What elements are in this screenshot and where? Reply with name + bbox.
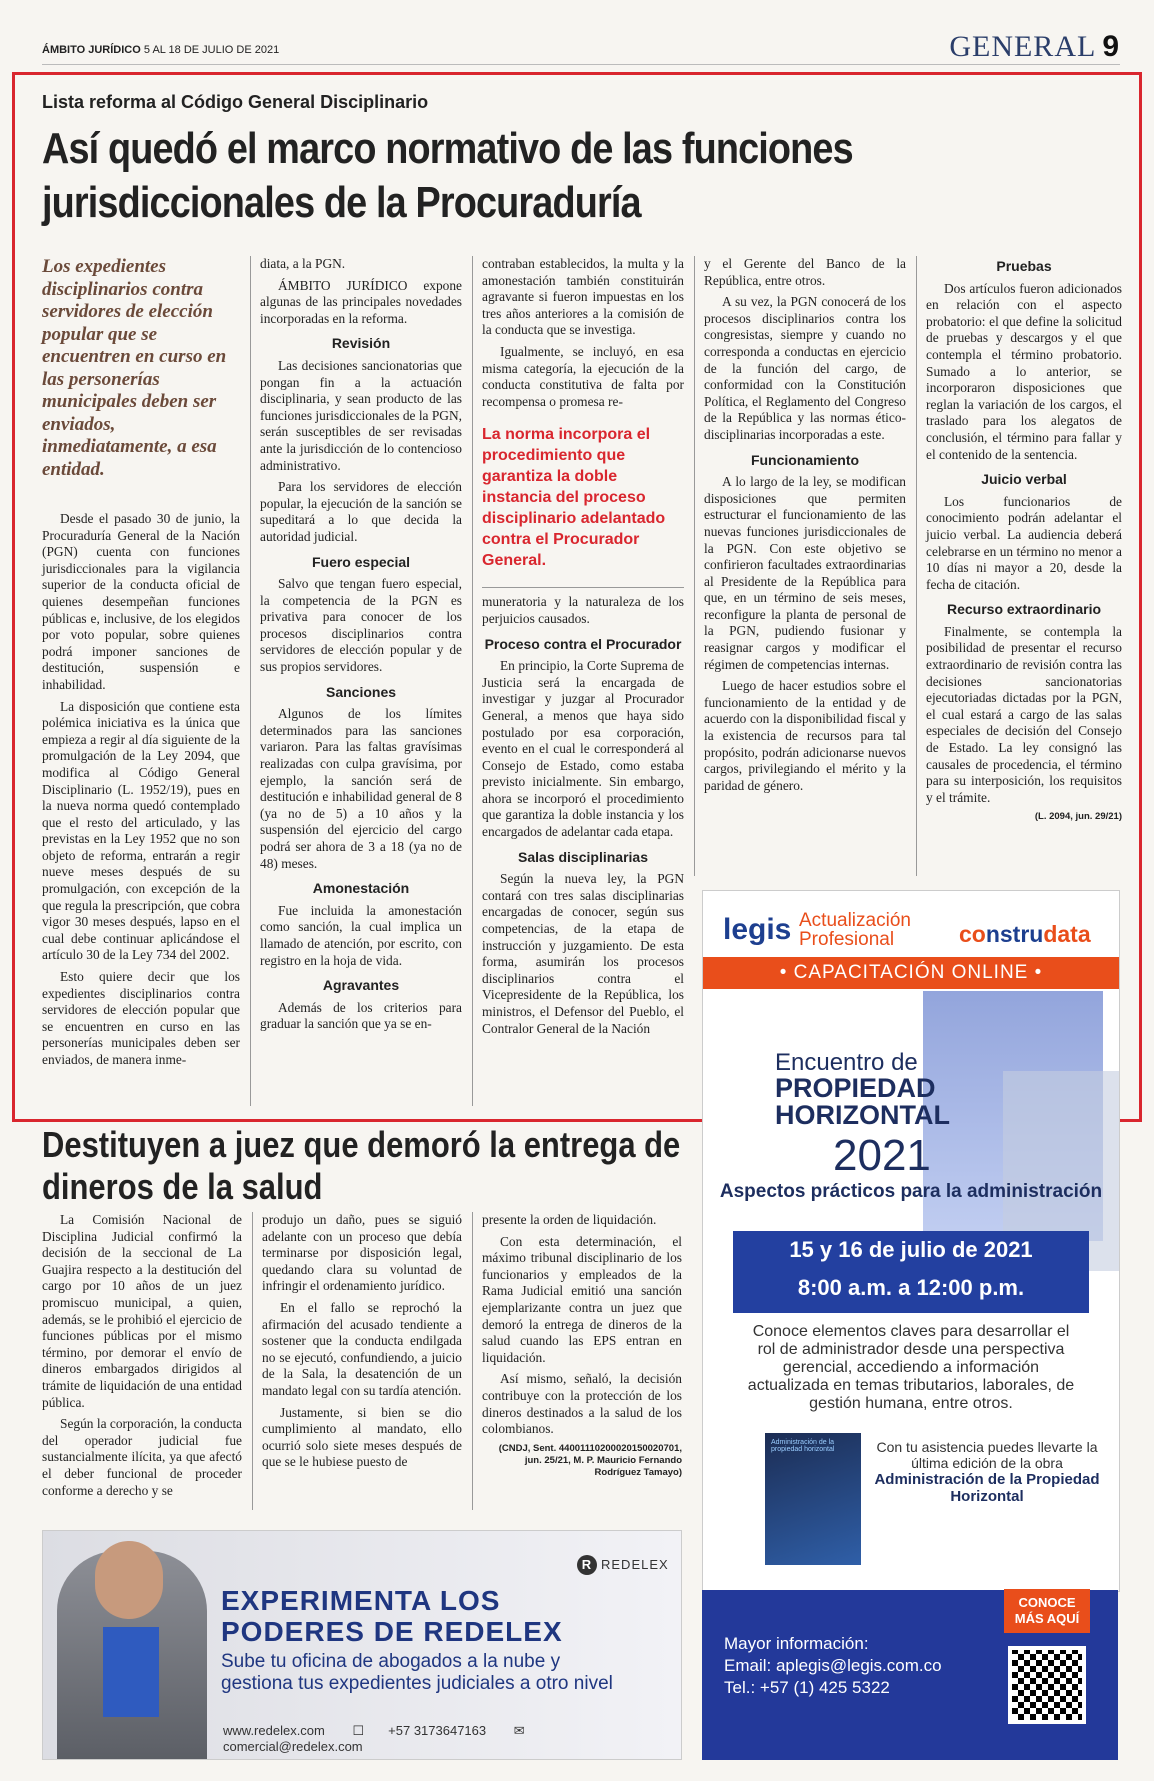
- paragraph: La disposición que contiene esta polémica iniciativa es la única que empieza a regir al día siguiente de la promulgación de la Ley 2094, que modifica al Código General Disciplinario (L. 1952/19), pues en la nueva norma quedó contemplado que el resto del articulado, y las previstas en la Ley 1952 que no son objeto de reforma, entrarán a regir nueve meses después de su promulgación, con excepción de la que regula la prescripción, que cobra vigor 30 meses después, lapso en el cual debe continuar aplicándose el artículo 30 de la Ley 734 del 2002.: [42, 698, 240, 963]
- contact-phone[interactable]: Tel.: +57 (1) 425 5322: [724, 1678, 890, 1697]
- paragraph: Para los servidores de elección popular, la ejecución de la sanción se supeditará a lo que decida la autoridad judicial.: [260, 479, 462, 544]
- event-date-box: [733, 1231, 1089, 1313]
- subhead-revision: Revisión: [331, 335, 391, 352]
- paragraph: Salvo que tengan fuero especial, la competencia de la PGN es privativa para conocer de los procesos disciplinarios contra servidores de elección popular y de sus propios servidores.: [260, 576, 462, 675]
- page-number: 9: [1102, 30, 1120, 63]
- tagline: Actualización: [799, 910, 911, 931]
- paragraph: y el Gerente del Banco de la República, entre otros.: [704, 256, 906, 288]
- article2-headline: Destituyen a juez que demoró la entrega de dineros de la salud: [42, 1124, 681, 1207]
- column-rule: [250, 256, 251, 1106]
- online-training-band: • CAPACITACIÓN ONLINE •: [703, 957, 1119, 989]
- redelex-headline: PODERES DE REDELEX: [221, 1616, 563, 1647]
- column-rule: [694, 256, 695, 876]
- paragraph: Fue incluida la amonestación como sanción, la cual implica un llamado de atención, por escrito, con registro en la hoja de vida.: [260, 902, 462, 968]
- issue-dates: 5 AL 18 DE JULIO DE 2021: [143, 44, 280, 56]
- section-name: GENERAL: [949, 30, 1097, 63]
- subhead-juicio: Juicio verbal: [981, 471, 1067, 488]
- event-time: 8:00 a.m. a 12:00 p.m.: [797, 1275, 1025, 1300]
- redelex-logo-icon: R: [577, 1555, 597, 1575]
- masthead: [42, 30, 1120, 65]
- column-rule: [916, 256, 917, 876]
- paragraph: Con esta determinación, el máximo tribunal disciplinario de los funcionarios y empleados de la Rama Judicial emitió una sanción ejemplarizante contra un juez que demoró la entrega de dineros de la salud cuando las EPS entran en liquidación.: [482, 1233, 682, 1365]
- paragraph: contraban establecidos, la multa y la amonestación también constituirán agravante si fueron impuestas en los tres años anteriores a la comisión de la conducta que se investiga.: [482, 256, 684, 338]
- redelex-advertisement[interactable]: [42, 1530, 682, 1760]
- article2-column-1: [42, 1212, 242, 1504]
- pull-quote: La norma incorpora el procedimiento que garantiza la doble instancia del proceso disciplinario adelantado contra el Procurador General.: [482, 426, 666, 570]
- legis-advertisement[interactable]: [702, 890, 1120, 1592]
- learn-more-button[interactable]: CONOCE MÁS AQUÍ: [1004, 1589, 1090, 1633]
- paragraph: En principio, la Corte Suprema de Justicia será la encargada de investigar y juzgar al Procurador General, a menos que haya sido postulado por esa corporación, evento en el cual le corresponderá al Consejo de Estado, como estaba previsto inicialmente. Sin embargo, ahora se incorporó el procedimiento que garantiza la doble instancia y los encargados de adelantar cada etapa.: [482, 658, 684, 840]
- contact-email[interactable]: Email: aplegis@legis.com.co: [724, 1656, 942, 1675]
- paragraph: Dos artículos fueron adicionados en relación con el aspecto probatorio: el que define la solicitud de pruebas y descargos y el que contempla el término probatorio. Sumado a lo anterior, se incorporaron disposiciones que reglan la variación de los cargos, el traslado para los alegatos de conclusión, el término para fallar y el contenido de la sentencia.: [926, 280, 1122, 462]
- column-rule: [472, 1212, 473, 1510]
- tagline: Profesional: [799, 929, 895, 950]
- redelex-phone[interactable]: +57 3173647163: [388, 1723, 487, 1738]
- subhead-funcionamiento: Funcionamiento: [750, 451, 860, 468]
- paragraph: presente la orden de liquidación.: [482, 1212, 657, 1227]
- subhead-agravantes: Agravantes: [322, 977, 400, 994]
- article-column-3: [482, 256, 684, 1042]
- subhead-fuero: Fuero especial: [311, 553, 411, 570]
- paragraph: La Comisión Nacional de Disciplina Judicial confirmó la decisión de la seccional de La Guajira respecto a la destitución del cargo por 10 años de un juez promiscuo municipal, a quien, además, se le prohibió el ejercicio de funciones públicas por el mismo término, por demorar el envío de dineros embargados dirigidos al trámite de liquidación de una entidad pública.: [42, 1212, 242, 1410]
- legis-logo: legis: [723, 913, 792, 946]
- article2-column-3: [482, 1212, 682, 1479]
- article-headline: Así quedó el marco normativo de las funciones jurisdiccionales de la Procuraduría: [42, 124, 853, 227]
- article-kicker: Lista reforma al Código General Disciplinario: [42, 92, 429, 112]
- qr-code-icon[interactable]: [1008, 1646, 1086, 1724]
- event-title: HORIZONTAL: [775, 1100, 950, 1130]
- paragraph: muneratoria y la naturaleza de los perjuicios causados.: [482, 594, 684, 626]
- event-description: Conoce elementos claves para desarrollar el rol de administrador desde una perspectiva gerencial, accediendo a información actualizada en temas tributarios, laborales, de gestión humana, entre otros.: [747, 1323, 1075, 1412]
- redelex-website[interactable]: www.redelex.com: [223, 1723, 325, 1738]
- article2-column-2: [262, 1212, 462, 1476]
- legis-contact-panel: [702, 1590, 1118, 1760]
- paragraph: Igualmente, se incluyó, en esa misma categoría, la ejecución de la conducta constitutiva de falta por recompensa o promesa re-: [482, 343, 684, 409]
- event-title: Encuentro de: [775, 1049, 918, 1076]
- redelex-headline: EXPERIMENTA LOS: [221, 1585, 501, 1616]
- subhead-sanciones: Sanciones: [325, 683, 397, 700]
- paragraph: A lo largo de la ley, se modifican disposiciones que permiten estructurar el funcionamiento de las nuevas funciones jurisdiccionales de la PGN. Con este objetivo se confirieron facultades extraordinarias al Presidente de la República para que, en un término de seis meses, reconfigure la planta de personal de la PGN, pudiendo fusionar y reasignar cargos y modificar el régimen de competencias internas.: [704, 474, 906, 672]
- column-rule: [252, 1212, 253, 1510]
- gift-book-title: Administración de la Propiedad Horizontal: [874, 1471, 1100, 1505]
- article-column-1: [42, 256, 240, 1074]
- superhero-shirt-graphic: [103, 1627, 159, 1717]
- paragraph: Desde el pasado 30 de junio, la Procuraduría General de la Nación (PGN) cuenta con funciones jurisdiccionales para la vigilancia superior de la conducta oficial de quienes desempeñan funciones públicas e, inclusive, de los elegidos por voto popular, sobre quienes podrá imponer sanciones de destitución, suspensión e inhabilidad.: [42, 511, 240, 692]
- subhead-salas: Salas disciplinarias: [518, 848, 648, 865]
- book-cover: Administración de la propiedad horizontal: [765, 1433, 861, 1565]
- event-date: 15 y 16 de julio de 2021: [789, 1237, 1033, 1262]
- paragraph: Las decisiones sancionatorias que pongan fin a la actuación disciplinaria, y sean producto de las funciones jurisdiccionales de la PGN, serán susceptibles de ser revisadas ante la jurisdicción de lo contencioso administrativo.: [260, 357, 462, 473]
- event-title: PROPIEDAD: [775, 1073, 936, 1103]
- paragraph: Según la nueva ley, la PGN contará con tres salas disciplinarias encargadas de conocer, según sus competencias, de la etapa de instrucción y juzgamiento. De esta forma, asumirán los procesos disciplinarios contra el Vicepresidente de la República, los ministros, el Defensor del Pueblo, el Contralor General de la Nación: [482, 871, 684, 1036]
- phone-icon: ☐: [352, 1723, 365, 1738]
- article-column-2: [260, 256, 462, 1038]
- subhead-amonestacion: Amonestación: [312, 880, 410, 897]
- paragraph: Algunos de los límites determinados para las sanciones variaron. Para las faltas gravísimas realizadas con culpa gravísima, por ejemplo, la sanción será de destitución e inhabilidad general de 8 (ya no de 5) a 10 años y la suspensión del ejercicio del cargo podrá ser ahora de 3 a 18 (ya no de 48) meses.: [260, 706, 462, 871]
- article-lead: Los expedientes disciplinarios contra servidores de elección popular que se encuentren en curso en las personerías municipales deben ser enviados, inmediatamente, a esa entidad.: [42, 256, 227, 480]
- mail-icon: ✉: [513, 1723, 525, 1738]
- citation: (L. 2094, jun. 29/21): [1034, 811, 1122, 823]
- subhead-proceso: Proceso contra el Procurador: [484, 635, 682, 652]
- publication-name: ÁMBITO JURÍDICO: [42, 44, 141, 56]
- redelex-brand: REDELEX: [601, 1557, 669, 1572]
- paragraph: Esto quiere decir que los expedientes disciplinarios contra servidores de elección popular que se encuentren en curso en las personerías municipales deben ser enviados, de manera inme-: [42, 969, 240, 1067]
- construdata-logo: construdata: [959, 921, 1091, 947]
- paragraph: En el fallo se reprochó la afirmación del acusado tendiente a sostener que la conducta endilgada no se ejecutó, confundiendo, a juicio de la Sala, la desatención de un mandato legal con su tardía atención.: [262, 1299, 462, 1398]
- paragraph: produjo un daño, pues se siguió adelante con un proceso que debía terminarse por disposición legal, quedando clara su voluntad de infringir el ordenamiento jurídico.: [262, 1212, 462, 1294]
- contact-title: Mayor información:: [724, 1634, 869, 1653]
- paragraph: Los funcionarios de conocimiento podrán adelantar el juicio verbal. La audiencia deberá celebrarse en un término no menor a 10 días ni mayor a 20, desde la fecha de citación.: [926, 493, 1122, 592]
- paragraph: diata, a la PGN.: [260, 256, 346, 271]
- paragraph: Además de los criterios para graduar la sanción que ya se en-: [260, 999, 462, 1032]
- paragraph: ÁMBITO JURÍDICO expone algunas de las principales novedades incorporadas en la reforma.: [260, 277, 462, 326]
- redelex-email[interactable]: comercial@redelex.com: [223, 1739, 363, 1754]
- subhead-recurso: Recurso extraordinario: [946, 601, 1102, 618]
- event-subtitle: Aspectos prácticos para la administración: [719, 1181, 1103, 1202]
- citation: (CNDJ, Sent. 44001110200020150020701, jun. 25/21, M. P. Mauricio Fernando Rodríguez Tamayo): [498, 1442, 682, 1478]
- paragraph: A su vez, la PGN conocerá de los procesos disciplinarios contra los congresistas, siempre y cuando no corresponda a conductas en ejercicio de la función del cargo, de conformidad con la Constitución Política, el Reglamento del Congreso de la República y las normas ético-disciplinarias incorporadas a este.: [704, 294, 906, 442]
- redelex-subtitle: gestiona tus expedientes judiciales a otro nivel: [221, 1673, 613, 1694]
- event-year: 2021: [833, 1131, 931, 1180]
- gift-text: Con tu asistencia puedes llevarte la última edición de la obra: [876, 1439, 1098, 1471]
- face-graphic: [95, 1541, 163, 1619]
- article-column-4: [704, 256, 906, 799]
- paragraph: Así mismo, señaló, la decisión contribuye con la protección de los dineros destinados a la salud de los colombianos.: [482, 1371, 682, 1437]
- column-rule: [472, 256, 473, 1106]
- article-column-5: [926, 256, 1122, 823]
- paragraph: Finalmente, se contempla la posibilidad de presentar el recurso extraordinario de revisión contra las decisiones sancionatorias ejecutoriadas dictadas por la PGN, el cual estará a cargo de las salas especiales de decisión del Consejo de Estado. La ley consignó las causales de procedencia, el término para su interposición, los requisitos y el trámite.: [926, 623, 1122, 805]
- paragraph: Luego de hacer estudios sobre el funcionamiento de la entidad y de acuerdo con la disponibilidad fiscal y la existencia de recursos para tal propósito, podrán adicionarse nuevos cargos, privilegiando el mérito y la paridad de género.: [704, 678, 906, 793]
- paragraph: Justamente, si bien se dio cumplimiento al mandato, ello ocurrió solo siete meses después de que se le hubiese puesto de: [262, 1404, 462, 1470]
- paragraph: Según la corporación, la conducta del operador judicial fue sustancialmente ilícita, ya que afectó el deber funcional de proceder conforme a derecho y se: [42, 1416, 242, 1498]
- subhead-pruebas: Pruebas: [996, 258, 1052, 274]
- redelex-subtitle: Sube tu oficina de abogados a la nube y: [221, 1651, 561, 1672]
